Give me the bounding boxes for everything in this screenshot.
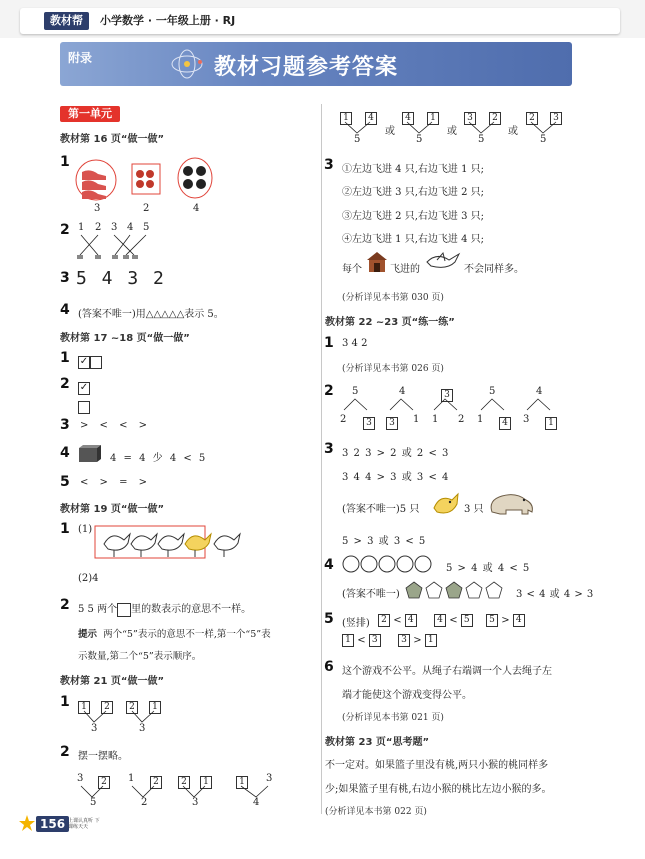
part-number: 2 — [340, 414, 347, 425]
split-lines — [130, 711, 158, 723]
question-number: 3 — [60, 270, 70, 286]
comparison-sign: > — [413, 635, 422, 646]
section-title-16: 教材第 16 页“做一做” — [60, 134, 165, 145]
section-title-19: 教材第 19 页“做一做” — [60, 504, 165, 515]
cherry-icon — [146, 170, 154, 178]
analysis-ref: (分析详见本书第 026 页) — [342, 364, 444, 374]
split-lines — [342, 399, 370, 411]
question-number: 2 — [324, 383, 334, 399]
checked-box: ✓ — [79, 382, 89, 393]
split-lines — [530, 122, 558, 134]
comparison — [398, 634, 437, 647]
matching-lines — [76, 234, 156, 260]
pentagon-icon — [466, 582, 482, 598]
answer-text: 每个 — [342, 264, 362, 275]
number-box: 1 — [425, 634, 437, 647]
pepper-icon — [196, 166, 206, 176]
footer-note: 上课认真听 下课练天天 — [68, 818, 100, 830]
question-number: 2 — [60, 744, 70, 760]
part-number: 1 — [413, 414, 420, 425]
answer-text-b: 里的数表示的意思不一样。 — [131, 604, 252, 615]
answer-line: 3 4 4 > 3 或 3 < 4 — [342, 472, 449, 483]
whole-number: 4 — [253, 797, 260, 808]
shoe-cherry-pepper-illustration — [74, 158, 214, 204]
comparison — [434, 614, 473, 627]
checkbox-pair — [78, 352, 102, 371]
number-box: 2 — [101, 701, 113, 714]
answer-text: 3 4 2 — [342, 338, 368, 349]
page-number: 156 — [36, 816, 69, 832]
question-number: 1 — [324, 335, 334, 351]
blank-box — [117, 603, 131, 617]
number-box: 3 — [369, 634, 381, 647]
part-number: 3 — [523, 414, 530, 425]
cherry-icon — [146, 180, 154, 188]
answer-line: ③左边飞进 2 只,右边飞进 3 只; — [342, 211, 484, 222]
whole-number: 4 — [399, 386, 406, 397]
whole-number: 3 — [91, 723, 98, 734]
number-box: 1 — [545, 417, 557, 430]
answer-text: 飞进的 — [390, 264, 420, 275]
question-number: 4 — [324, 557, 334, 573]
answer-line: 不一定对。如果篮子里没有桃,两只小猴的桃同样多 — [325, 760, 549, 771]
tip-label: 提示 — [78, 629, 98, 640]
bird-flying-icon — [425, 252, 465, 270]
question-number: 3 — [324, 441, 334, 457]
number-box: 1 — [342, 634, 354, 647]
split-lines — [406, 122, 434, 134]
whole-number: 4 — [536, 386, 543, 397]
split-lines — [344, 122, 372, 134]
star-icon — [18, 814, 36, 832]
part-box — [386, 413, 398, 432]
answer-text: (答案不唯一)用△△△△△表示 5。 — [78, 309, 224, 320]
answer-text: (答案不唯一) — [342, 589, 400, 600]
number-box: 1 — [427, 112, 439, 125]
whole-number: 5 — [416, 134, 423, 145]
shoe-icon — [82, 180, 106, 190]
tip-text: 两个“5”表示的意思不一样,第一个“5”表 — [103, 629, 271, 640]
answer-line: ①左边飞进 4 只,右边飞进 1 只; — [342, 164, 484, 175]
question-number: 2 — [60, 222, 70, 238]
cage-icon — [366, 251, 388, 273]
number-box: 3 — [441, 389, 453, 402]
whole-number: 5 — [354, 134, 361, 145]
or-label: 或 — [508, 126, 518, 137]
birds-illustration — [94, 522, 242, 560]
part-number: 1 — [477, 414, 484, 425]
section-title-21: 教材第 21 页“做一做” — [60, 676, 165, 687]
comparison — [342, 634, 381, 647]
number-box: 1 — [236, 776, 248, 789]
answer-text: 4 = 4 少 4 < 5 — [110, 453, 206, 464]
comparison — [486, 614, 525, 627]
number-box: 2 — [98, 776, 110, 789]
unit-label: 第一单元 — [60, 106, 120, 122]
answer-line: ④左边飞进 1 只,右边飞进 4 只; — [342, 234, 484, 245]
whole-number: 3 — [139, 723, 146, 734]
answer-text: < > = > — [80, 477, 148, 488]
number-box: 3 — [464, 112, 476, 125]
comparison — [378, 614, 417, 627]
comparison-sign: < — [357, 635, 366, 646]
chick-icon — [430, 490, 460, 518]
count-peppers: 4 — [193, 203, 200, 214]
comparison-sign: < — [449, 615, 458, 626]
whole-number: 5 — [478, 134, 485, 145]
split-lines — [82, 711, 110, 723]
cherry-icon — [136, 180, 144, 188]
circles-illustration — [342, 554, 437, 574]
question-number: 1 — [60, 350, 70, 366]
count-shoes: 3 — [94, 203, 101, 214]
whole-number: 2 — [141, 797, 148, 808]
number-box: 4 — [513, 614, 525, 627]
empty-box — [78, 401, 90, 414]
whole-number: 3 — [192, 797, 199, 808]
question-number: 4 — [60, 445, 70, 461]
number-box: 4 — [434, 614, 446, 627]
number-box: 2 — [150, 776, 162, 789]
whole-number: 5 — [489, 386, 496, 397]
dotted-digits: 5 4 3 2 — [76, 268, 166, 289]
number-box: 4 — [365, 112, 377, 125]
pentagons-illustration — [404, 580, 514, 600]
pepper-icon — [183, 179, 193, 189]
whole-number: 5 — [90, 797, 97, 808]
matching-number: 3 — [111, 222, 118, 233]
pentagon-icon — [446, 582, 462, 598]
section-title-22: 教材第 22 ~23 页“练一练” — [325, 317, 455, 328]
answer-text — [78, 600, 251, 617]
answer-text: 5 > 4 或 4 < 5 — [446, 563, 530, 574]
answer-line: 端才能使这个游戏变得公平。 — [342, 690, 472, 701]
number-box: 2 — [178, 776, 190, 789]
number-box: 3 — [550, 112, 562, 125]
number-box: 1 — [149, 701, 161, 714]
answer-line: 3 只 — [464, 504, 484, 515]
analysis-ref: (分析详见本书第 022 页) — [325, 807, 427, 817]
answer-line: 这个游戏不公平。从绳子右端调一个人去绳子左 — [342, 666, 552, 677]
number-box: 4 — [405, 614, 417, 627]
part-number: 3 — [77, 773, 84, 784]
number-box: 2 — [126, 701, 138, 714]
answer-text: (竖排) — [342, 618, 370, 629]
matching-number: 2 — [95, 222, 102, 233]
answer-text-a: 5 5 两个 — [78, 604, 118, 615]
cherry-icon — [136, 170, 144, 178]
number-box: 4 — [402, 112, 414, 125]
split-lines — [479, 399, 507, 411]
answer-text: 摆一摆略。 — [78, 751, 128, 762]
answer-line: 3 2 3 > 2 或 2 < 3 — [342, 448, 449, 459]
number-box: 3 — [363, 417, 375, 430]
matching-number: 4 — [127, 222, 134, 233]
column-divider — [321, 104, 322, 814]
split-lines — [432, 399, 460, 411]
part-number: 1 — [128, 773, 135, 784]
split-lines — [468, 122, 496, 134]
part-label: (1) — [78, 524, 93, 535]
question-number: 4 — [60, 302, 70, 318]
shoe-icon — [82, 170, 106, 180]
appendix-label: 附录 — [68, 51, 93, 65]
question-number: 2 — [60, 597, 70, 613]
checked-box: ✓ — [79, 356, 89, 367]
number-box: 5 — [486, 614, 498, 627]
matching-number: 5 — [143, 222, 150, 233]
circle-icon — [379, 556, 395, 572]
tip-line-2: 示数量,第二个“5”表示顺序。 — [78, 651, 202, 662]
matching-number: 1 — [78, 222, 85, 233]
tip-line-1 — [78, 626, 271, 640]
part-box — [499, 413, 511, 432]
part-box — [363, 413, 375, 432]
whole-number: 5 — [540, 134, 547, 145]
number-box: 2 — [526, 112, 538, 125]
number-box: 1 — [200, 776, 212, 789]
count-cherries: 2 — [143, 203, 150, 214]
or-label: 或 — [385, 126, 395, 137]
number-box: 5 — [461, 614, 473, 627]
question-number: 1 — [60, 694, 70, 710]
analysis-ref: (分析详见本书第 021 页) — [342, 713, 444, 723]
section-title-23: 教材第 23 页“思考题” — [325, 737, 430, 748]
part-number: 3 — [266, 773, 273, 784]
pentagon-icon — [406, 582, 422, 598]
pepper-icon — [183, 166, 193, 176]
answer-line: 5 > 3 或 3 < 5 — [342, 536, 426, 547]
answer-line: 少;如果篮子里有桃,右边小猴的桃比左边小猴的多。 — [325, 784, 552, 795]
number-box: 4 — [499, 417, 511, 430]
pentagon-icon — [486, 582, 502, 598]
whole-number: 5 — [352, 386, 359, 397]
checkbox-stack — [78, 378, 90, 416]
section-title-17: 教材第 17 ~18 页“做一做” — [60, 333, 190, 344]
orbit-icon — [170, 48, 204, 80]
question-number: 5 — [60, 474, 70, 490]
number-box: 2 — [489, 112, 501, 125]
circle-icon — [343, 556, 359, 572]
circle-icon — [361, 556, 377, 572]
question-number: 5 — [324, 611, 334, 627]
empty-box — [90, 356, 102, 369]
page-title: 教材习题参考答案 — [214, 55, 399, 80]
answer-text: (2)4 — [78, 573, 99, 584]
split-lines — [388, 399, 416, 411]
answer-line: ②左边飞进 3 只,右边飞进 2 只; — [342, 187, 484, 198]
elephant-icon — [486, 490, 536, 518]
answer-text: 不会同样多。 — [464, 264, 524, 275]
part-number: 1 — [432, 414, 439, 425]
pentagon-icon — [426, 582, 442, 598]
circle-icon — [415, 556, 431, 572]
question-number: 3 — [324, 157, 334, 173]
split-lines — [525, 399, 553, 411]
circle-icon — [397, 556, 413, 572]
question-number: 3 — [60, 417, 70, 433]
brand-label: 教材帮 — [44, 12, 89, 30]
number-box: 3 — [398, 634, 410, 647]
number-box: 1 — [340, 112, 352, 125]
analysis-ref: (分析详见本书第 030 页) — [342, 293, 444, 303]
part-number: 2 — [458, 414, 465, 425]
shoe-icon — [82, 190, 106, 199]
number-box: 2 — [378, 614, 390, 627]
question-number: 2 — [60, 376, 70, 392]
answer-text: 3 < 4 或 4 > 3 — [516, 589, 594, 600]
comparison-sign: < — [393, 615, 402, 626]
question-number: 6 — [324, 659, 334, 675]
part-box — [545, 413, 557, 432]
answer-line: (答案不唯一)5 只 — [342, 504, 420, 515]
book-name: 小学数学 · 一年级上册 · RJ — [100, 14, 236, 27]
number-box: 3 — [386, 417, 398, 430]
pepper-icon — [196, 179, 206, 189]
question-number: 1 — [60, 154, 70, 170]
number-box: 1 — [78, 701, 90, 714]
or-label: 或 — [447, 126, 457, 137]
question-number: 1 — [60, 521, 70, 537]
answer-text: > < < > — [80, 420, 148, 431]
box-icon — [78, 445, 102, 463]
comparison-sign: > — [501, 615, 510, 626]
